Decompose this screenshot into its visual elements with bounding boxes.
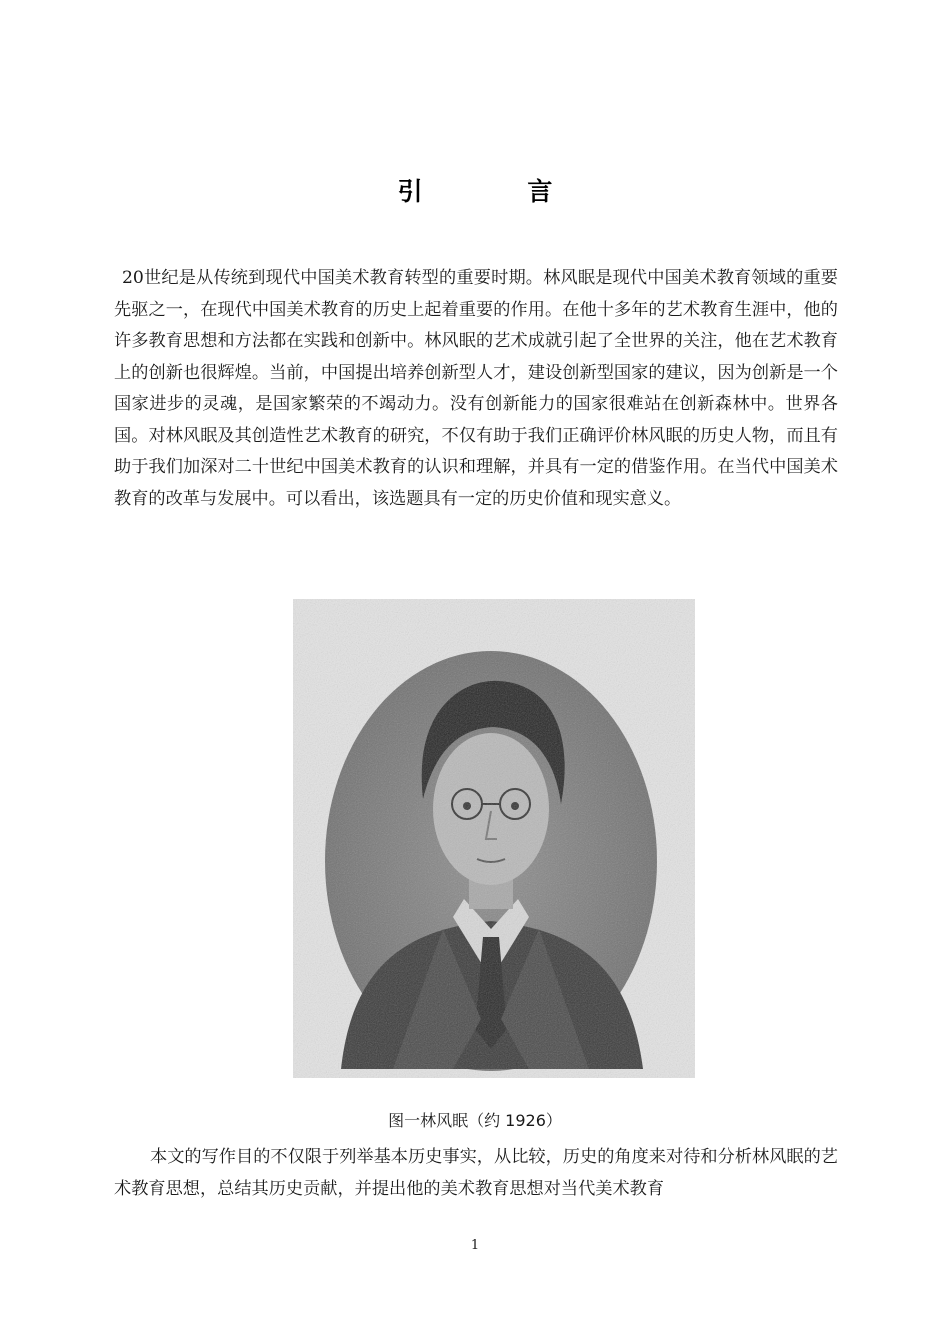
- page-number: 1: [470, 1238, 480, 1253]
- page-title: 引 言: [397, 177, 601, 206]
- figure-caption: 图一林风眠（约 1926）: [388, 1111, 562, 1130]
- intro-paragraph: 20世纪是从传统到现代中国美术教育转型的重要时期。林风眠是现代中国美术教育领域的重要先驱之一，在现代中国美术教育的历史上起着重要的作用。在他十多年的艺术教育生涯中，他的许多教育思想和方法都在实践和创新中。林风眠的艺术成就引起了全世界的关注，他在艺术教育上的创新也很辉煌。当前，中国提出培养创新型人才，建设创新型国家的建议，因为创新是一个国家进步的灵魂，是国家繁荣的不竭动力。没有创新能力的国家很难站在创新森林中。世界各国。对林风眠及其创造性艺术教育的研究，不仅有助于我们正确评价林风眠的历史人物，而且有助于我们加深对二十世纪中国美术教育的认识和理解，并具有一定的借鉴作用。在当代中国美术教育的改革与发展中。可以看出，该选题具有一定的历史价值和现实意义。: [114, 268, 838, 509]
- body-paragraph: 本文的写作目的不仅限于列举基本历史事实，从比较，历史的角度来对待和分析林风眠的艺术教育思想，总结其历史贡献，并提出他的美术教育思想对当代美术教育: [114, 1147, 838, 1199]
- portrait-photo: [293, 599, 695, 1078]
